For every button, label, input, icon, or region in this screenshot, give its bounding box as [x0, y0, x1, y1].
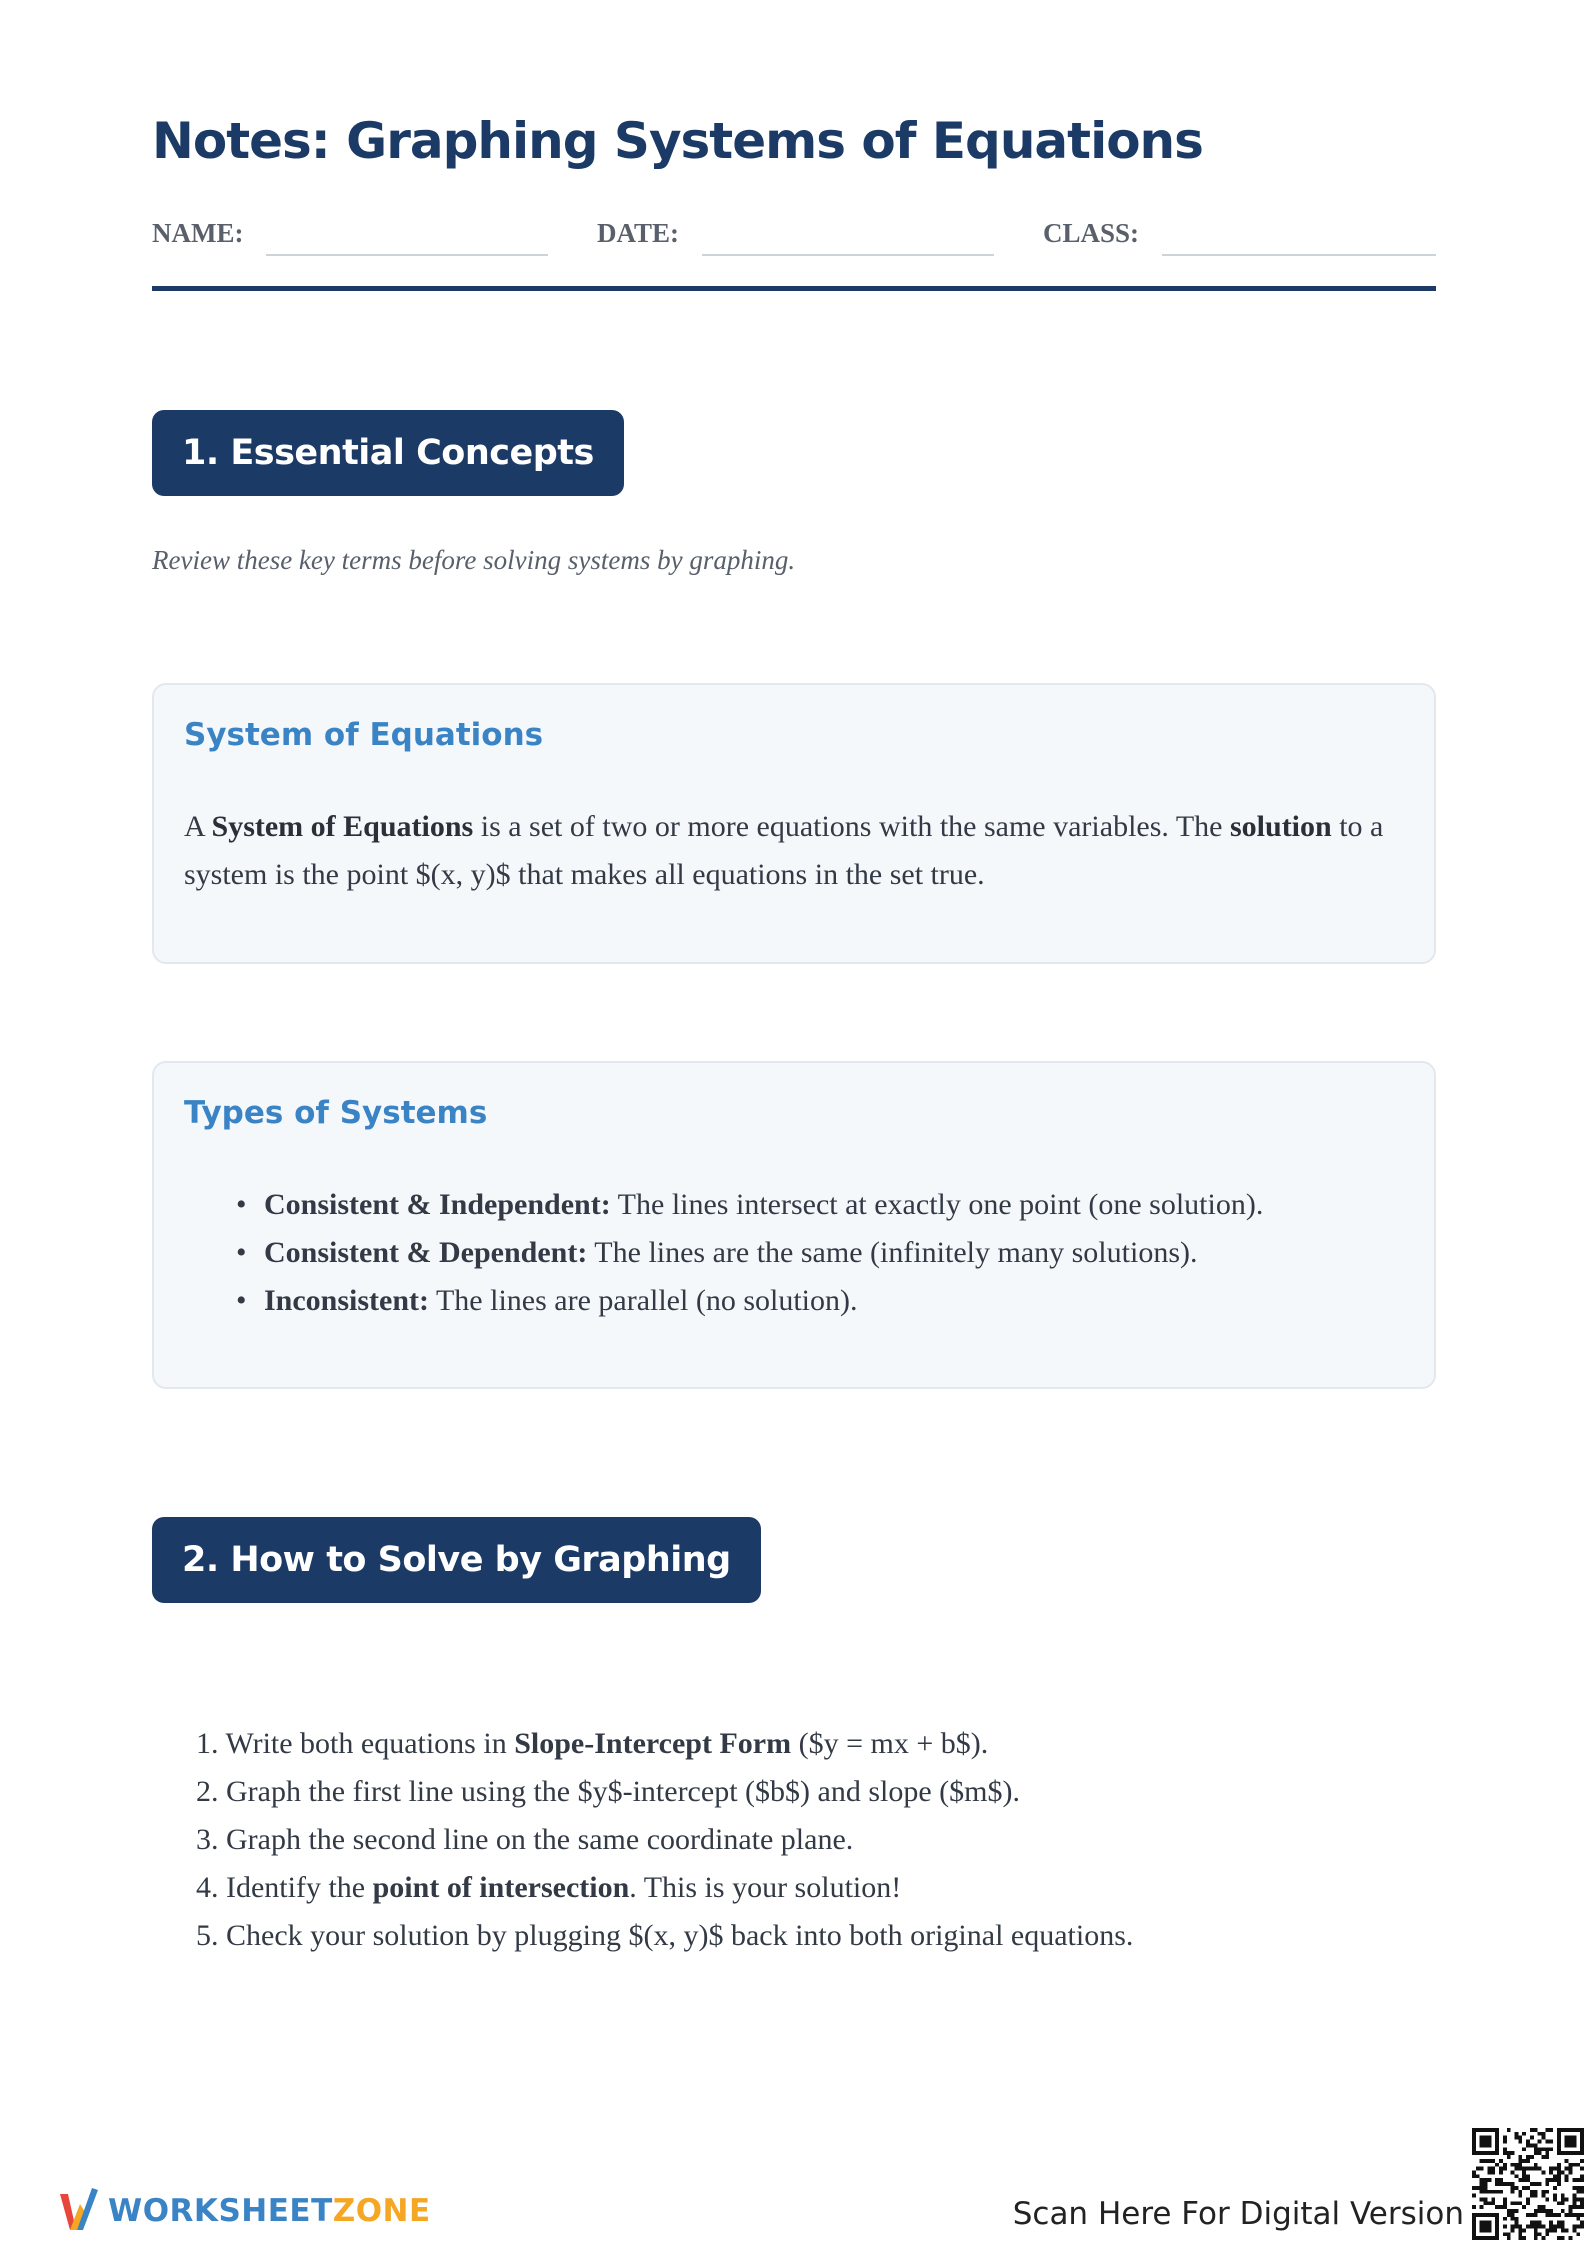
- section-heading-how-to-solve: [152, 1517, 761, 1603]
- type-description: The lines intersect at exactly one point (one solution).: [610, 1188, 1264, 1221]
- step-item: [196, 1768, 1133, 1816]
- section-intro: Review these key terms before solving systems by graphing.: [152, 545, 796, 575]
- text-run: 3. Graph the second line on the same coordinate plane.: [196, 1823, 854, 1856]
- text-run: 1. Write both equations in: [196, 1727, 515, 1760]
- scan-instruction: Scan Here For Digital Version: [1012, 2196, 1464, 2232]
- type-term: Inconsistent:: [264, 1284, 430, 1317]
- card-title: System of Equations: [184, 717, 544, 753]
- bold-term: point of intersection: [372, 1871, 630, 1904]
- class-label: CLASS:: [1043, 218, 1140, 248]
- worksheetzone-logo-icon: [58, 2184, 98, 2236]
- text-run: A: [184, 810, 212, 843]
- student-info-row: [152, 214, 1436, 258]
- list-item: [236, 1277, 1263, 1325]
- bold-term: solution: [1230, 810, 1332, 843]
- type-description: The lines are parallel (no solution).: [429, 1284, 858, 1317]
- qr-code-icon[interactable]: [1472, 2128, 1584, 2240]
- text-run: is a set of two or more equations with the same variables. The: [473, 810, 1230, 843]
- text-run: ($y = mx + b$).: [791, 1727, 989, 1760]
- step-item: [196, 1816, 1133, 1864]
- brand-part-2: ZONE: [332, 2193, 431, 2229]
- brand-part-1: WORKSHEET: [108, 2193, 333, 2229]
- text-run: . This is your solution!: [629, 1871, 902, 1904]
- text-run: 4. Identify the: [196, 1871, 373, 1904]
- date-field[interactable]: [702, 254, 994, 256]
- card-title: Types of Systems: [184, 1095, 488, 1131]
- bold-term: Slope-Intercept Form: [514, 1727, 792, 1760]
- name-field[interactable]: [266, 254, 548, 256]
- step-item: [196, 1720, 1133, 1768]
- type-term: Consistent & Dependent:: [264, 1236, 588, 1269]
- section-heading-label: 2. How to Solve by Graphing: [182, 1540, 731, 1580]
- section-heading-label: 1. Essential Concepts: [182, 433, 594, 473]
- page-title: Notes: Graphing Systems of Equations: [152, 112, 1203, 170]
- type-description: The lines are the same (infinitely many solutions).: [587, 1236, 1198, 1269]
- section-heading-essential-concepts: [152, 410, 624, 496]
- text-run: 5. Check your solution by plugging $(x, y)$ back into both original equations.: [196, 1919, 1134, 1952]
- footer-brand: [108, 2193, 431, 2229]
- types-list: [236, 1181, 1263, 1325]
- text-run: to a system is the point $(x, y)$ that makes all equations in the set true.: [184, 810, 1384, 891]
- class-field[interactable]: [1162, 254, 1436, 256]
- name-label: NAME:: [152, 218, 244, 248]
- list-item: [236, 1229, 1263, 1277]
- card-body: [184, 803, 1404, 899]
- text-run: 2. Graph the first line using the $y$-intercept ($b$) and slope ($m$).: [196, 1775, 1020, 1808]
- step-item: [196, 1864, 1133, 1912]
- bold-term: System of Equations: [211, 810, 474, 843]
- header-divider: [152, 286, 1436, 291]
- steps-list: [196, 1720, 1133, 1960]
- date-label: DATE:: [597, 218, 680, 248]
- type-term: Consistent & Independent:: [264, 1188, 611, 1221]
- concept-card-system-of-equations: [152, 683, 1436, 964]
- step-item: [196, 1912, 1133, 1960]
- concept-card-types-of-systems: [152, 1061, 1436, 1389]
- list-item: [236, 1181, 1263, 1229]
